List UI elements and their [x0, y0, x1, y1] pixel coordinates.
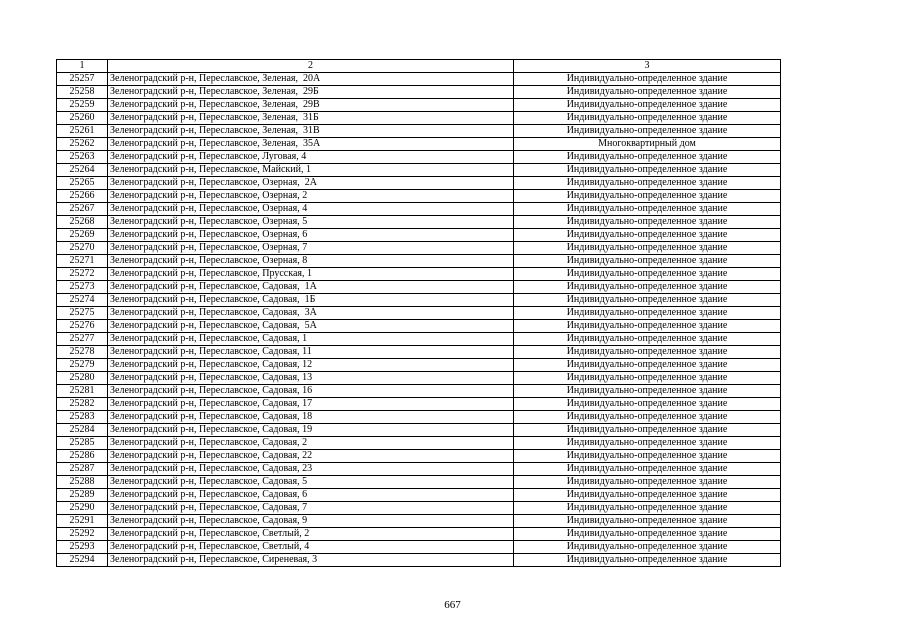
table-row: [57, 164, 781, 177]
cell-number: 25290: [57, 502, 108, 515]
cell-address: Зеленоградский р-н, Переславское, Майский, 1: [108, 164, 514, 177]
cell-address: Зеленоградский р-н, Переславское, Зеленая, 20А: [108, 73, 514, 86]
table-row: [57, 294, 781, 307]
cell-building-type: Индивидуально-определенное здание: [514, 515, 781, 528]
table-row: [57, 190, 781, 203]
table-row: [57, 73, 781, 86]
cell-number: 25268: [57, 216, 108, 229]
cell-address: Зеленоградский р-н, Переславское, Зеленая, 31Б: [108, 112, 514, 125]
table-row: [57, 554, 781, 567]
cell-number: 25272: [57, 268, 108, 281]
cell-address: Зеленоградский р-н, Переславское, Озерная, 7: [108, 242, 514, 255]
cell-number: 25292: [57, 528, 108, 541]
cell-building-type: Индивидуально-определенное здание: [514, 476, 781, 489]
cell-address: Зеленоградский р-н, Переславское, Озерная, 4: [108, 203, 514, 216]
cell-address: Зеленоградский р-н, Переславское, Садовая, 9: [108, 515, 514, 528]
table-row: [57, 268, 781, 281]
cell-number: 25287: [57, 463, 108, 476]
cell-address: Зеленоградский р-н, Переславское, Садовая, 17: [108, 398, 514, 411]
cell-building-type: Индивидуально-определенное здание: [514, 203, 781, 216]
table-row: [57, 489, 781, 502]
cell-address: Зеленоградский р-н, Переславское, Садовая, 11: [108, 346, 514, 359]
cell-building-type: Индивидуально-определенное здание: [514, 86, 781, 99]
cell-building-type: Индивидуально-определенное здание: [514, 424, 781, 437]
cell-address: Зеленоградский р-н, Переславское, Садовая, 7: [108, 502, 514, 515]
cell-building-type: Индивидуально-определенное здание: [514, 385, 781, 398]
cell-address: Зеленоградский р-н, Переславское, Озерная, 8: [108, 255, 514, 268]
cell-number: 25277: [57, 333, 108, 346]
cell-building-type: Индивидуально-определенное здание: [514, 190, 781, 203]
cell-address: Зеленоградский р-н, Переславское, Садовая, 13: [108, 372, 514, 385]
cell-address: Зеленоградский р-н, Переславское, Светлый, 2: [108, 528, 514, 541]
table-row: [57, 138, 781, 151]
cell-number: 25276: [57, 320, 108, 333]
cell-building-type: Индивидуально-определенное здание: [514, 398, 781, 411]
cell-building-type: Индивидуально-определенное здание: [514, 372, 781, 385]
table-row: [57, 437, 781, 450]
cell-number: 25286: [57, 450, 108, 463]
cell-number: 25274: [57, 294, 108, 307]
table-row: [57, 450, 781, 463]
cell-address: Зеленоградский р-н, Переславское, Садовая, 5А: [108, 320, 514, 333]
cell-building-type: Индивидуально-определенное здание: [514, 502, 781, 515]
table-row: [57, 359, 781, 372]
cell-number: 25275: [57, 307, 108, 320]
table-row: [57, 203, 781, 216]
table-row: [57, 411, 781, 424]
table-row: [57, 398, 781, 411]
table-row: [57, 229, 781, 242]
cell-building-type: Индивидуально-определенное здание: [514, 346, 781, 359]
cell-address: Зеленоградский р-н, Переславское, Садовая, 1: [108, 333, 514, 346]
table-row: [57, 515, 781, 528]
cell-address: Зеленоградский р-н, Переславское, Озерная, 2: [108, 190, 514, 203]
cell-number: 25266: [57, 190, 108, 203]
table-row: [57, 333, 781, 346]
cell-number: 25267: [57, 203, 108, 216]
cell-address: Зеленоградский р-н, Переславское, Садовая, 23: [108, 463, 514, 476]
cell-building-type: Индивидуально-определенное здание: [514, 268, 781, 281]
cell-building-type: Индивидуально-определенное здание: [514, 294, 781, 307]
cell-address: Зеленоградский р-н, Переславское, Садовая, 6: [108, 489, 514, 502]
table-row: [57, 528, 781, 541]
cell-address: Зеленоградский р-н, Переславское, Зеленая, 35А: [108, 138, 514, 151]
cell-building-type: Индивидуально-определенное здание: [514, 99, 781, 112]
cell-address: Зеленоградский р-н, Переславское, Садовая, 5: [108, 476, 514, 489]
cell-number: 25278: [57, 346, 108, 359]
table-header-row: [57, 60, 781, 73]
table-row: [57, 372, 781, 385]
cell-building-type: Индивидуально-определенное здание: [514, 554, 781, 567]
cell-building-type: Индивидуально-определенное здание: [514, 307, 781, 320]
cell-address: Зеленоградский р-н, Переславское, Садовая, 2: [108, 437, 514, 450]
table-row: [57, 424, 781, 437]
cell-building-type: Индивидуально-определенное здание: [514, 177, 781, 190]
cell-building-type: Индивидуально-определенное здание: [514, 281, 781, 294]
cell-building-type: Многоквартирный дом: [514, 138, 781, 151]
cell-number: 25279: [57, 359, 108, 372]
cell-building-type: Индивидуально-определенное здание: [514, 450, 781, 463]
cell-number: 25271: [57, 255, 108, 268]
cell-address: Зеленоградский р-н, Переславское, Садовая, 19: [108, 424, 514, 437]
cell-building-type: Индивидуально-определенное здание: [514, 320, 781, 333]
address-table: [56, 59, 781, 567]
cell-address: Зеленоградский р-н, Переславское, Садовая, 16: [108, 385, 514, 398]
cell-number: 25264: [57, 164, 108, 177]
cell-address: Зеленоградский р-н, Переславское, Озерная, 2А: [108, 177, 514, 190]
cell-building-type: Индивидуально-определенное здание: [514, 541, 781, 554]
cell-number: 25269: [57, 229, 108, 242]
table-row: [57, 307, 781, 320]
cell-number: 25282: [57, 398, 108, 411]
cell-number: 25293: [57, 541, 108, 554]
table-row: [57, 463, 781, 476]
table-row: [57, 502, 781, 515]
cell-address: Зеленоградский р-н, Переславское, Садовая, 3А: [108, 307, 514, 320]
cell-address: Зеленоградский р-н, Переславское, Садовая, 22: [108, 450, 514, 463]
cell-building-type: Индивидуально-определенное здание: [514, 463, 781, 476]
table-row: [57, 320, 781, 333]
cell-building-type: Индивидуально-определенное здание: [514, 489, 781, 502]
cell-address: Зеленоградский р-н, Переславское, Луговая, 4: [108, 151, 514, 164]
cell-number: 25291: [57, 515, 108, 528]
cell-address: Зеленоградский р-н, Переславское, Светлый, 4: [108, 541, 514, 554]
cell-number: 25259: [57, 99, 108, 112]
column-header-2: 2: [108, 60, 514, 73]
cell-number: 25257: [57, 73, 108, 86]
table-row: [57, 541, 781, 554]
cell-number: 25281: [57, 385, 108, 398]
cell-number: 25270: [57, 242, 108, 255]
column-header-3: 3: [514, 60, 781, 73]
cell-number: 25265: [57, 177, 108, 190]
cell-building-type: Индивидуально-определенное здание: [514, 112, 781, 125]
cell-address: Зеленоградский р-н, Переславское, Зеленая, 31В: [108, 125, 514, 138]
table-row: [57, 476, 781, 489]
cell-number: 25284: [57, 424, 108, 437]
cell-building-type: Индивидуально-определенное здание: [514, 229, 781, 242]
table-row: [57, 346, 781, 359]
table-row: [57, 281, 781, 294]
cell-address: Зеленоградский р-н, Переславское, Садовая, 1Б: [108, 294, 514, 307]
cell-building-type: Индивидуально-определенное здание: [514, 216, 781, 229]
cell-number: 25263: [57, 151, 108, 164]
cell-number: 25273: [57, 281, 108, 294]
table-row: [57, 112, 781, 125]
cell-number: 25258: [57, 86, 108, 99]
cell-address: Зеленоградский р-н, Переславское, Садовая, 1А: [108, 281, 514, 294]
cell-number: 25280: [57, 372, 108, 385]
cell-address: Зеленоградский р-н, Переславское, Озерная, 6: [108, 229, 514, 242]
cell-address: Зеленоградский р-н, Переславское, Прусская, 1: [108, 268, 514, 281]
cell-address: Зеленоградский р-н, Переславское, Сиреневая, 3: [108, 554, 514, 567]
cell-number: 25260: [57, 112, 108, 125]
cell-address: Зеленоградский р-н, Переславское, Садовая, 18: [108, 411, 514, 424]
table-row: [57, 242, 781, 255]
cell-address: Зеленоградский р-н, Переславское, Зеленая, 29В: [108, 99, 514, 112]
cell-building-type: Индивидуально-определенное здание: [514, 528, 781, 541]
table-row: [57, 151, 781, 164]
cell-number: 25289: [57, 489, 108, 502]
cell-number: 25288: [57, 476, 108, 489]
table-row: [57, 255, 781, 268]
cell-address: Зеленоградский р-н, Переславское, Зеленая, 29Б: [108, 86, 514, 99]
cell-number: 25261: [57, 125, 108, 138]
cell-building-type: Индивидуально-определенное здание: [514, 359, 781, 372]
table-row: [57, 177, 781, 190]
table-row: [57, 385, 781, 398]
cell-building-type: Индивидуально-определенное здание: [514, 411, 781, 424]
table-row: [57, 99, 781, 112]
cell-building-type: Индивидуально-определенное здание: [514, 73, 781, 86]
cell-address: Зеленоградский р-н, Переславское, Озерная, 5: [108, 216, 514, 229]
cell-building-type: Индивидуально-определенное здание: [514, 164, 781, 177]
cell-address: Зеленоградский р-н, Переславское, Садовая, 12: [108, 359, 514, 372]
cell-building-type: Индивидуально-определенное здание: [514, 125, 781, 138]
cell-building-type: Индивидуально-определенное здание: [514, 437, 781, 450]
cell-building-type: Индивидуально-определенное здание: [514, 151, 781, 164]
cell-number: 25262: [57, 138, 108, 151]
cell-number: 25283: [57, 411, 108, 424]
column-header-1: 1: [57, 60, 108, 73]
cell-number: 25294: [57, 554, 108, 567]
page-number: 667: [444, 599, 461, 611]
cell-number: 25285: [57, 437, 108, 450]
cell-building-type: Индивидуально-определенное здание: [514, 242, 781, 255]
cell-building-type: Индивидуально-определенное здание: [514, 255, 781, 268]
cell-building-type: Индивидуально-определенное здание: [514, 333, 781, 346]
table-row: [57, 125, 781, 138]
table-body: [57, 60, 781, 567]
table-row: [57, 216, 781, 229]
table-row: [57, 86, 781, 99]
